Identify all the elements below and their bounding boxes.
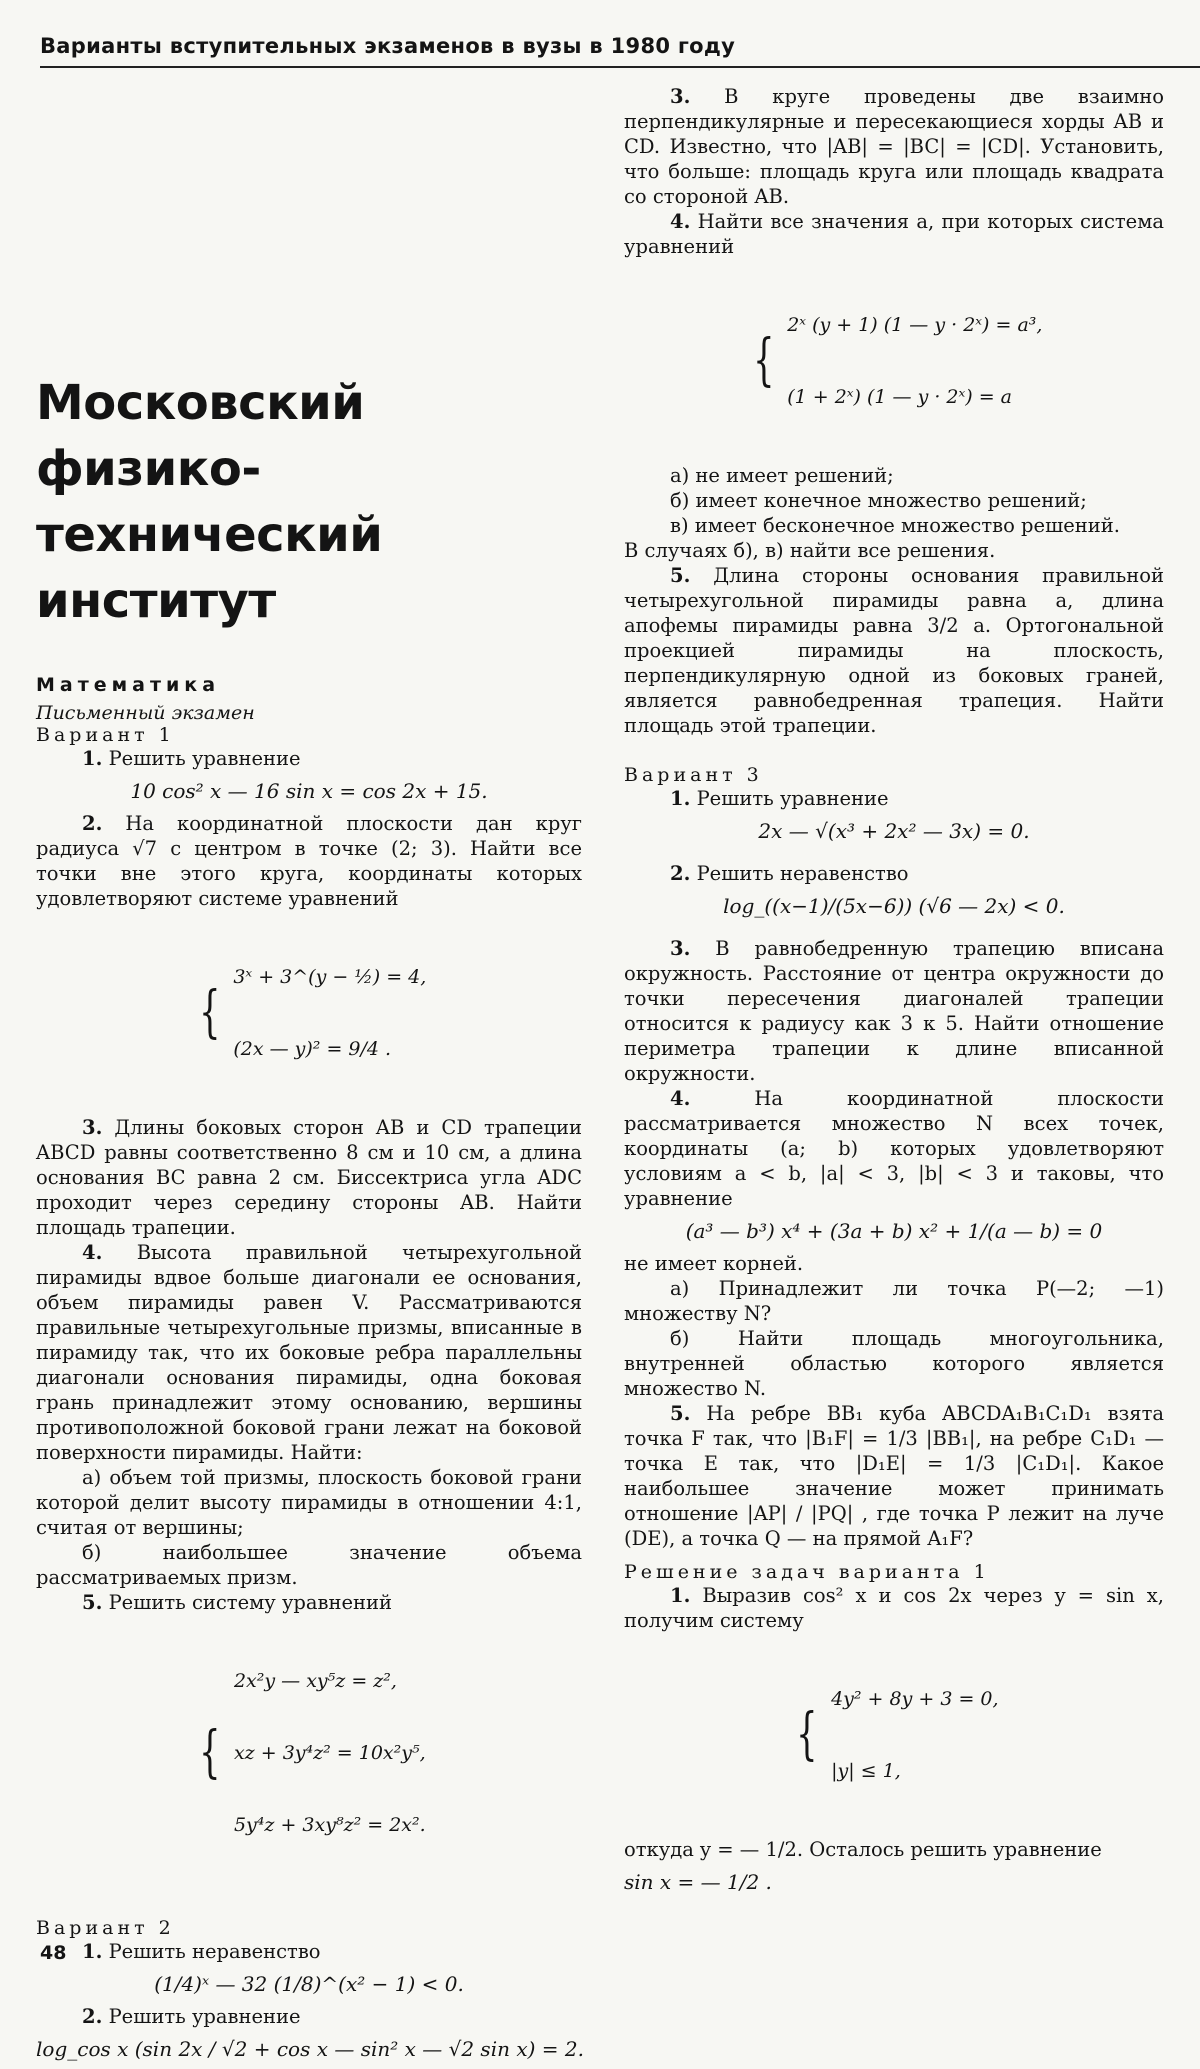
brace-icon: { [752,328,775,393]
v2-p1-inequality: (1/4)ˣ — 32 (1/8)^(x² − 1) < 0. [154,1972,464,1996]
left-column [36,84,582,2069]
v1-p5-system [36,1621,582,1885]
v2-p4-system [624,265,1164,457]
right-column [624,84,1164,1902]
v3-problem-5: 5. На ребре BB₁ куба ABCDA₁B₁C₁D₁ взята точка F так, что |B₁F| = 1/3 |BB₁|, на ребре C₁D₁ — точка E так, что |D₁E| = 1/3 |C₁D₁|. Какое наибольшее значение может принимать отношение |AP| / |PQ| , где точка P лежит на луче (DE), а точка Q — на прямой A₁F? [624,1402,1165,1550]
v3-problem-3: 3. В равнобедренную трапецию вписана окружность. Расстояние от центра окружности до точки пересечения диагоналей трапеции относится к радиусу как 3 к 5. Найти отношение периметра трапеции к длине вписанной окружности. [624,937,1165,1085]
v1-problem-2: 2. На координатной плоскости дан круг радиуса √7 с центром в точке (2; 3). Найти все точки вне этого круга, координаты которых удовлетворяют системе уравнений [36,812,583,910]
variant-2-label: Вариант 2 [36,1917,175,1939]
v3-p4-item-b: б) Найти площадь многоугольника, внутренней областью которого является множество N. [624,1327,1164,1400]
solution-1-system [624,1639,1164,1831]
equation-line: 2ˣ (y + 1) (1 — y · 2ˣ) = a³, [787,314,1043,336]
v3-p2-inequality: log_((x−1)/(5x−6)) (√6 — 2x) < 0. [723,894,1065,918]
v3-problem-4: 4. На координатной плоскости рассматривается множество N всех точек, координаты (a; b) которых удовлетворяют условиям a < b, |a| < 3, |b| < 3 и таковы, что уравнение [624,1087,1164,1210]
institute-title [36,370,582,634]
v1-problem-5: 5. Решить систему уравнений [82,1591,393,1614]
brace-icon: { [198,980,221,1045]
v1-problem-1: 1. Решить уравнение [82,747,301,770]
v1-p4-item-b: б) наибольшее значение объема рассматриваемых призм. [36,1541,582,1589]
v1-problem-4: 4. Высота правильной четырехугольной пирамиды вдвое больше диагонали ее основания, объем пирамиды равен V. Рассматриваются правильные четырехугольные призмы, вписанные в пирамиду так, что их боковые ребра параллельны диагонали основания пирамиды, одна боковая грань принадлежит этому основанию, вершины противоположной боковой грани лежат на боковой поверхности пирамиды. Найти: [36,1241,582,1464]
solution-1: 1. Выразив cos² x и cos 2x через y = sin x, получим систему [624,1584,1164,1632]
v1-p4-item-a: а) объем той призмы, плоскость боковой грани которой делит высоту пирамиды в отношении 4:1, считая от вершины; [36,1466,582,1539]
v2-p4-item-c: в) имеет бесконечное множество решений. [670,514,1120,537]
equation-line: 2x²y — xy⁵z = z², [233,1670,397,1692]
v2-problem-4: 4. Найти все значения a, при которых система уравнений [624,210,1164,258]
v2-p2-equation: log_cos x (sin 2x / √2 + cos x — sin² x — √2 sin x) = 2. [36,2037,584,2061]
v3-p1-equation: 2x — √(x³ + 2x² — 3x) = 0. [758,819,1030,843]
subject-heading: Математика [36,674,221,696]
v1-p1-equation: 10 cos² x — 16 sin x = cos 2x + 15. [130,779,488,803]
v2-p4-item-a: а) не имеет решений; [670,464,894,487]
variant-1-label: Вариант 1 [36,724,175,746]
equation-line: |y| ≤ 1, [831,1760,901,1782]
institute-line: Московский [36,375,365,431]
brace-icon: { [796,1702,818,1767]
v2-p4-item-b: б) имеет конечное множество решений; [670,489,1087,512]
v3-p4-equation: (a³ — b³) x⁴ + (3a + b) x² + 1/(a — b) = 0 [685,1219,1103,1243]
equation-line: (2x — y)² = 9/4 . [233,1038,392,1060]
v2-problem-1: 1. Решить неравенство [82,1940,321,1963]
institute-line: институт [36,573,276,629]
solution-1-text: откуда y = — 1/2. Осталось решить уравнение [624,1838,1102,1861]
v2-problem-2: 2. Решить уравнение [82,2005,301,2028]
equation-line: 3ˣ + 3^(y − ½) = 4, [233,966,427,988]
v3-p4-item-a: а) Принадлежит ли точка P(—2; —1) множеству N? [624,1277,1164,1325]
running-header: Варианты вступительных экзаменов в вузы в 1980 году [40,34,736,58]
equation-line: 4y² + 8y + 3 = 0, [831,1688,999,1710]
v1-problem-3: 3. Длины боковых сторон AB и CD трапеции ABCD равны соответственно 8 см и 10 см, а длина основания BC равна 2 см. Биссектриса угла ADC проходит через середину стороны AB. Найти площадь трапеции. [36,1116,582,1239]
solutions-label: Решение задач варианта 1 [624,1561,990,1583]
v2-p4-note: В случаях б), в) найти все решения. [624,539,996,562]
brace-icon: { [199,1720,221,1785]
v3-problem-1: 1. Решить уравнение [670,787,889,810]
institute-line: физико-технический [36,441,383,563]
v3-problem-2: 2. Решить неравенство [670,862,909,885]
v2-problem-5: 5. Длина стороны основания правильной четырехугольной пирамиды равна a, длина апофемы пирамиды равна 3/2 a. Ортогональной проекцией пирамиды на плоскость, перпендикулярную одной из боковых граней, является равнобедренная трапеция. Найти площадь этой трапеции. [624,564,1164,737]
equation-line: 5y⁴z + 3xy⁸z² = 2x². [233,1814,426,1836]
v1-p2-system [36,917,582,1109]
page-number: 48 [40,1942,67,1964]
v3-p4-text: не имеет корней. [624,1252,804,1275]
equation-line: xz + 3y⁴z² = 10x²y⁵, [233,1742,426,1764]
equation-line: (1 + 2ˣ) (1 — y · 2ˣ) = a [787,386,1012,408]
header-rule [40,66,1200,68]
v2-problem-3: 3. В круге проведены две взаимно перпендикулярные и пересекающиеся хорды AB и CD. Известно, что |AB| = |BC| = |CD|. Установить, что больше: площадь круга или площадь квадрата со стороной AB. [624,85,1164,208]
solution-1-equation: sin x = — 1/2 . [624,1870,772,1894]
exam-type: Письменный экзамен [36,702,255,724]
variant-3-label: Вариант 3 [624,764,763,786]
